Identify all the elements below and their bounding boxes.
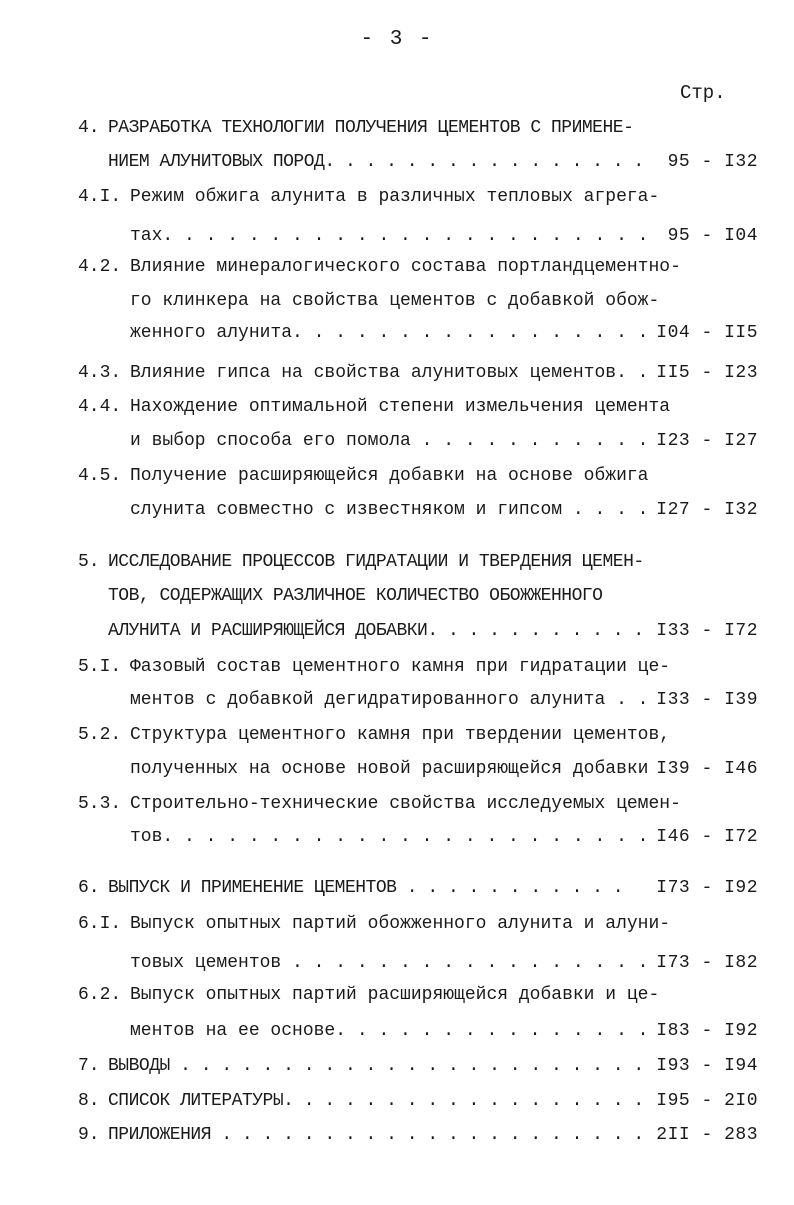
toc-entry-5-cont <box>0 586 794 616</box>
toc-entry-4-4 <box>0 397 794 427</box>
toc-entry-5-2 <box>0 725 794 755</box>
toc-pages: 95 - I04 <box>667 226 758 246</box>
toc-pages: I83 - I92 <box>656 1021 758 1041</box>
toc-entry-4-4-cont <box>0 431 794 461</box>
toc-title-cont: тов. . . . . . . . . . . . . . . . . . . . . . . <box>130 827 649 847</box>
toc-title: Влияние гипса на свойства алунитовых цементов. . <box>130 363 649 383</box>
toc-title-cont: слунита совместно с известняком и гипсом . . . . <box>130 500 649 520</box>
toc-title: ВЫПУСК И ПРИМЕНЕНИЕ ЦЕМЕНТОВ . . . . . . . . . . . <box>108 878 624 898</box>
toc-number: 4.2. <box>78 257 122 277</box>
toc-entry-4-2-cont <box>0 291 794 321</box>
toc-title-cont: АЛУНИТА И РАСШИРЯЮЩЕЙСЯ ДОБАВКИ. . . . . . . . . . . <box>108 621 644 641</box>
toc-entry-5-1 <box>0 657 794 687</box>
toc-title-cont: тах. . . . . . . . . . . . . . . . . . . . . . . <box>130 226 649 246</box>
toc-entry-4-5-cont <box>0 500 794 530</box>
toc-number: 6.2. <box>78 985 122 1005</box>
toc-number: 6.I. <box>78 914 122 934</box>
toc-number: 7. <box>78 1056 100 1076</box>
toc-entry-4 <box>0 118 794 148</box>
toc-number: 5.I. <box>78 657 122 677</box>
toc-number: 5.3. <box>78 794 122 814</box>
toc-pages: 2II - 283 <box>656 1125 758 1145</box>
toc-pages: I73 - I82 <box>656 953 758 973</box>
toc-title-cont: товых цементов . . . . . . . . . . . . . . . . . <box>130 953 649 973</box>
toc-entry-7 <box>0 1056 794 1086</box>
toc-title-cont: ментов на ее основе. . . . . . . . . . . . . . . <box>130 1021 649 1041</box>
toc-entry-4-1-cont <box>0 226 794 256</box>
toc-number: 4.I. <box>78 187 122 207</box>
toc-title-cont: НИЕМ АЛУНИТОВЫХ ПОРОД. . . . . . . . . . . . . . . . <box>108 152 644 172</box>
toc-title: ВЫВОДЫ . . . . . . . . . . . . . . . . . . . . . . . <box>108 1056 644 1076</box>
toc-title-cont: полученных на основе новой расширяющейся добавки <box>130 759 649 779</box>
toc-number: 6. <box>78 878 100 898</box>
toc-title: ИССЛЕДОВАНИЕ ПРОЦЕССОВ ГИДРАТАЦИИ И ТВЕРДЕНИЯ ЦЕМЕН- <box>108 552 644 572</box>
toc-entry-5-3-cont <box>0 827 794 857</box>
toc-pages: I04 - II5 <box>656 323 758 343</box>
toc-entry-4-5 <box>0 466 794 496</box>
toc-number: 8. <box>78 1091 100 1111</box>
toc-title: Получение расширяющейся добавки на основе обжига <box>130 466 649 486</box>
toc-pages: II5 - I23 <box>656 363 758 383</box>
toc-title: РАЗРАБОТКА ТЕХНОЛОГИИ ПОЛУЧЕНИЯ ЦЕМЕНТОВ С ПРИМЕНЕ- <box>108 118 634 138</box>
pages-column-header: Стр. <box>680 82 726 104</box>
toc-title: СПИСОК ЛИТЕРАТУРЫ. . . . . . . . . . . . . . . . . . <box>108 1091 644 1111</box>
toc-entry-5-cont2 <box>0 621 794 651</box>
toc-pages: I95 - 2I0 <box>656 1091 758 1111</box>
toc-entry-5-1-cont <box>0 690 794 720</box>
toc-title: Структура цементного камня при твердении цементов, <box>130 725 671 745</box>
toc-title: Нахождение оптимальной степени измельчения цемента <box>130 397 671 417</box>
toc-number: 5.2. <box>78 725 122 745</box>
toc-pages: I33 - I39 <box>656 690 758 710</box>
toc-title-cont: го клинкера на свойства цементов с добавкой обож- <box>130 291 660 311</box>
toc-entry-6-1-cont <box>0 953 794 983</box>
toc-entry-5 <box>0 552 794 582</box>
toc-entry-6-2 <box>0 985 794 1015</box>
toc-pages: 95 - I32 <box>667 152 758 172</box>
toc-title: Строительно-технические свойства исследуемых цемен- <box>130 794 681 814</box>
toc-title: Выпуск опытных партий расширяющейся добавки и це- <box>130 985 660 1005</box>
toc-entry-5-3 <box>0 794 794 824</box>
toc-title: Выпуск опытных партий обожженного алунита и алуни- <box>130 914 671 934</box>
toc-number: 4.4. <box>78 397 122 417</box>
toc-entry-6-1 <box>0 914 794 944</box>
toc-entry-4-2-cont2 <box>0 323 794 353</box>
toc-title-cont: ментов с добавкой дегидратированного алунита . . <box>130 690 649 710</box>
toc-entry-5-2-cont <box>0 759 794 789</box>
toc-pages: I27 - I32 <box>656 500 758 520</box>
toc-number: 5. <box>78 552 100 572</box>
toc-entry-4-3 <box>0 363 794 393</box>
toc-number: 4. <box>78 118 100 138</box>
toc-title: Режим обжига алунита в различных тепловых агрега- <box>130 187 660 207</box>
toc-entry-8 <box>0 1091 794 1121</box>
toc-entry-4-1 <box>0 187 794 217</box>
toc-entry-6 <box>0 878 794 908</box>
toc-pages: I23 - I27 <box>656 431 758 451</box>
toc-title: ПРИЛОЖЕНИЯ . . . . . . . . . . . . . . . . . . . . . <box>108 1125 644 1145</box>
toc-pages: I73 - I92 <box>656 878 758 898</box>
toc-pages: I33 - I72 <box>656 621 758 641</box>
toc-pages: I46 - I72 <box>656 827 758 847</box>
toc-entry-9 <box>0 1125 794 1155</box>
toc-entry-4-cont <box>0 152 794 182</box>
toc-number: 9. <box>78 1125 100 1145</box>
toc-title-cont: и выбор способа его помола . . . . . . . . . . . <box>130 431 649 451</box>
toc-title-cont: женного алунита. . . . . . . . . . . . . . . . . <box>130 323 649 343</box>
toc-entry-6-2-cont <box>0 1021 794 1051</box>
toc-title-cont: ТОВ, СОДЕРЖАЩИХ РАЗЛИЧНОЕ КОЛИЧЕСТВО ОБОЖЖЕННОГО <box>108 586 603 606</box>
toc-pages: I39 - I46 <box>656 759 758 779</box>
toc-pages: I93 - I94 <box>656 1056 758 1076</box>
toc-number: 4.3. <box>78 363 122 383</box>
toc-title: Фазовый состав цементного камня при гидратации це- <box>130 657 671 677</box>
toc-entry-4-2 <box>0 257 794 287</box>
toc-number: 4.5. <box>78 466 122 486</box>
page-number: - 3 - <box>360 28 434 51</box>
toc-title: Влияние минералогического состава портландцементно- <box>130 257 681 277</box>
